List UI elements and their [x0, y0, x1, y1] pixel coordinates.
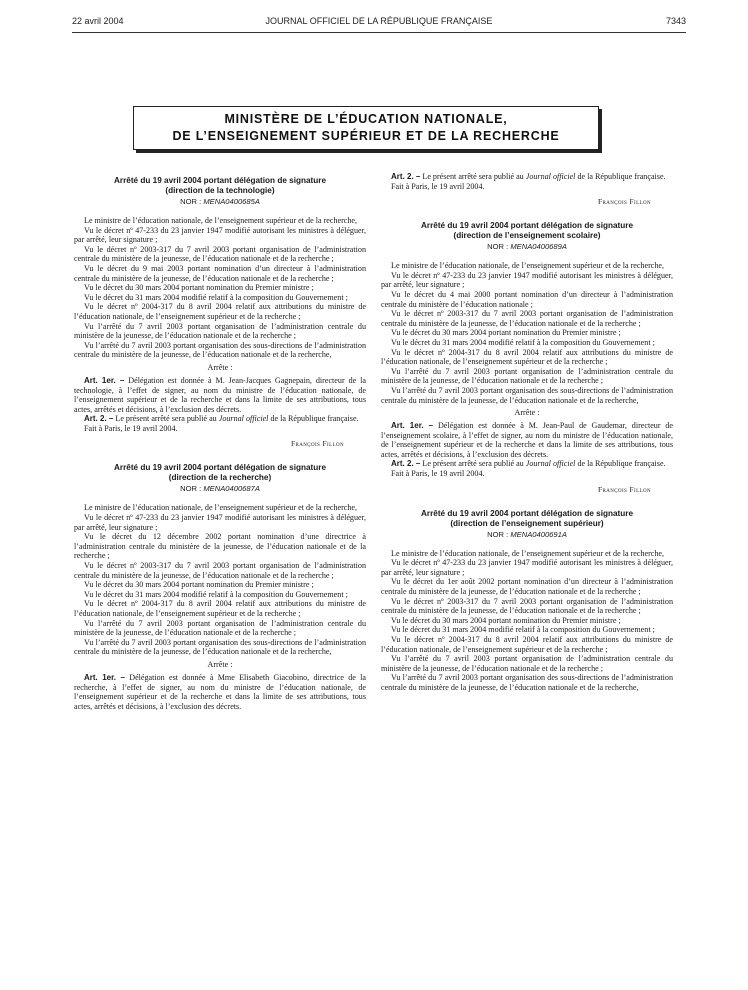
article-1	[74, 376, 366, 414]
nor-label: NOR :	[487, 242, 509, 252]
considerant-paragraph: Vu le décret nº 47-233 du 23 janvier 1947 modifié autorisant les ministres à déléguer, par arrêté, leur signature ;	[381, 558, 673, 577]
nor-label: NOR :	[180, 197, 202, 206]
article-label: Art. 2. –	[391, 459, 421, 469]
considerant-paragraph: Vu le décret du 1er août 2002 portant nomination d’un directeur à l’administration centrale du ministère de la jeunesse, de l’éducation nationale et de la recherche ;	[381, 577, 673, 597]
arrete-title-line-2: (direction de la technologie)	[165, 186, 275, 195]
considerant-paragraph: Vu le décret nº 47-233 du 23 janvier 1947 modifié autorisant les ministres à déléguer, par arrêté, leur signature ;	[74, 513, 366, 532]
considerant-paragraph: Vu le décret nº 2004-317 du 8 avril 2004 relatif aux attributions du ministre de l’éducation nationale, de l’enseignement supérieur et de la recherche ;	[381, 635, 673, 654]
arrete-word: Arrête :	[514, 408, 540, 418]
article-1	[381, 421, 673, 459]
nor-reference	[381, 530, 673, 540]
arrete-title-line-2: (direction de la recherche)	[168, 473, 272, 483]
arrete-title	[381, 221, 673, 241]
considerant-paragraph: Vu le décret du 31 mars 2004 modifié relatif à la composition du Gouvernement ;	[84, 292, 348, 302]
considerant-paragraph: Vu le décret nº 2004-317 du 8 avril 2004 relatif aux attributions du ministre de l’éducation nationale, de l’enseignement supérieur et de la recherche ;	[74, 599, 366, 618]
considerant-paragraph: Vu le décret du 9 mai 2003 portant nomination d’un directeur à l’administration centrale du ministère de la jeunesse, de l’éducation nationale et de la recherche ;	[74, 263, 366, 283]
signature: François Fillon	[597, 197, 651, 207]
considerant-paragraph: Vu le décret du 30 mars 2004 portant nomination du Premier ministre ;	[391, 615, 621, 625]
left-column	[74, 172, 366, 711]
considerant-paragraph: Vu l’arrêté du 7 avril 2003 portant organisation des sous-directions de l’administration centrale du ministère de la jeunesse, de l’éducation nationale et de la recherche,	[381, 673, 673, 692]
considerant-paragraph: Vu l’arrêté du 7 avril 2003 portant organisation des sous-directions de l’administration centrale du ministère de la jeunesse, de l’éducation nationale et de la recherche,	[74, 637, 366, 657]
considerant-paragraph: Vu le décret du 4 mai 2000 portant nomination d’un directeur à l’administration centrale du ministère de l’éducation nationale ;	[381, 289, 673, 309]
arrete-title-line-1: Arrêté du 19 avril 2004 portant délégation de signature	[420, 221, 634, 231]
arrete-word: Arrête :	[207, 659, 233, 669]
journal-officiel-italic: Journal officiel	[525, 172, 576, 181]
header-rule	[72, 32, 686, 33]
article-text: de la République française.	[268, 414, 359, 424]
article-2	[381, 172, 673, 182]
considerant-paragraph: Vu le décret du 30 mars 2004 portant nomination du Premier ministre ;	[84, 283, 314, 293]
considerant-paragraph: Vu le décret du 31 mars 2004 modifié relatif à la composition du Gouvernement ;	[84, 589, 348, 599]
considerants-list	[381, 261, 673, 405]
considerant-paragraph: Vu l’arrêté du 7 avril 2003 portant organisation des sous-directions de l’administration centrale du ministère de la jeunesse, de l’éducation nationale et de la recherche,	[381, 385, 673, 405]
nor-code: MENA0400691A	[510, 529, 567, 539]
journal-title: JOURNAL OFFICIEL DE LA RÉPUBLIQUE FRANÇAISE	[265, 16, 493, 26]
article-text: de la République française.	[575, 459, 666, 469]
journal-officiel-italic: Journal officiel	[525, 459, 576, 469]
arrete-recherche-continued	[381, 172, 673, 207]
arrete-technologie	[74, 176, 366, 449]
arrete-title	[74, 463, 366, 483]
article-text: Le présent arrêté sera publié au	[115, 414, 219, 424]
article-text: de la République française.	[575, 172, 666, 181]
arrete-title-line-1: Arrêté du 19 avril 2004 portant délégation de signature	[420, 508, 634, 518]
arrete-title-line-2: (direction de l’enseignement supérieur)	[450, 518, 604, 528]
considerant-paragraph: Vu le décret nº 2003-317 du 7 avril 2003 portant organisation de l’administration centrale du ministère de la jeunesse, de l’éducation nationale et de la recherche ;	[74, 561, 366, 580]
considerant-paragraph: Vu l’arrêté du 7 avril 2003 portant organisation de l’administration centrale du ministère de la jeunesse, de l’éducation nationale et de la recherche ;	[74, 618, 366, 638]
done-at: Fait à Paris, le 19 avril 2004.	[391, 181, 485, 191]
considerant-paragraph: Vu le décret nº 47-233 du 23 janvier 1947 modifié autorisant les ministres à déléguer, par arrêté, leur signature ;	[74, 225, 366, 245]
considerant-paragraph: Vu le décret du 30 mars 2004 portant nomination du Premier ministre ;	[391, 328, 621, 338]
article-label: Art. 1er. –	[84, 672, 125, 682]
nor-code: MENA0400687A	[203, 484, 260, 494]
nor-label: NOR :	[180, 484, 202, 494]
nor-code: MENA0400689A	[510, 242, 567, 252]
arrete-title-line-2: (direction de l’enseignement scolaire)	[453, 231, 601, 241]
done-at: Fait à Paris, le 19 avril 2004.	[391, 469, 485, 479]
signature: François Fillon	[290, 439, 344, 449]
page-number: 7343	[665, 16, 686, 26]
considerant-paragraph: Vu l’arrêté du 7 avril 2003 portant organisation de l’administration centrale du ministère de la jeunesse, de l’éducation nationale et de la recherche ;	[74, 321, 366, 341]
considerants-list	[74, 216, 366, 360]
arrete-word: Arrête :	[207, 362, 233, 372]
article-label: Art. 2. –	[391, 172, 421, 181]
article-label: Art. 1er. –	[391, 421, 434, 431]
considerant-paragraph: Le ministre de l’éducation nationale, de l’enseignement supérieur et de la recherche,	[84, 503, 358, 513]
arrete-enseignement-superieur	[381, 509, 673, 693]
arrete-recherche	[74, 463, 366, 711]
journal-officiel-italic: Journal officiel	[218, 414, 269, 424]
ministry-line-1: MINISTÈRE DE L’ÉDUCATION NATIONALE,	[224, 112, 508, 126]
article-1	[74, 673, 366, 711]
article-text: Le présent arrêté sera publié au	[422, 172, 526, 181]
considerant-paragraph: Vu le décret nº 2003-317 du 7 avril 2003 portant organisation de l’administration centrale du ministère de la jeunesse, de l’éducation nationale et de la recherche ;	[381, 596, 673, 616]
considerants-list	[381, 549, 673, 693]
article-2	[74, 414, 366, 424]
article-text: Délégation est donnée à Mme Elisabeth Giacobino, directrice de la recherche, à l’effet de signer, au nom du ministre de l’éducation nationale, de l’enseignement supérieur et de la recherche et dans la limite de ses attributions, tous actes, arrêtés et décisions, à l’exclusion des décrets.	[74, 672, 367, 711]
considerant-paragraph: Vu le décret nº 47-233 du 23 janvier 1947 modifié autorisant les ministres à déléguer, par arrêté, leur signature ;	[381, 270, 673, 290]
considerant-paragraph: Vu l’arrêté du 7 avril 2003 portant organisation de l’administration centrale du ministère de la jeunesse, de l’éducation nationale et de la recherche ;	[381, 654, 673, 673]
considerant-paragraph: Le ministre de l’éducation nationale, de l’enseignement supérieur et de la recherche,	[391, 548, 665, 558]
considerant-paragraph: Vu le décret du 31 mars 2004 modifié relatif à la composition du Gouvernement ;	[391, 337, 655, 347]
arrete-title	[381, 509, 673, 529]
ministry-line-2: DE L’ENSEIGNEMENT SUPÉRIEUR ET DE LA RECHERCHE	[172, 129, 560, 143]
considerants-list	[74, 503, 366, 657]
nor-reference	[381, 242, 673, 252]
right-column	[381, 172, 673, 693]
article-text: Délégation est donnée à M. Jean-Paul de Gaudemar, directeur de l’enseignement scolaire, à l’effet de signer, au nom du ministre de l’éducation nationale, de l’enseignement supérieur et de la recherche et dans la limite de ses attributions, tous actes, arrêtés et décisions, à l’exclusion des décrets.	[381, 421, 674, 459]
article-label: Art. 1er. –	[84, 375, 125, 385]
arrete-enseignement-scolaire	[381, 221, 673, 494]
considerant-paragraph: Vu l’arrêté du 7 avril 2003 portant organisation des sous-directions de l’administration centrale du ministère de la jeunesse, de l’éducation nationale et de la recherche,	[74, 340, 366, 360]
article-text: Délégation est donnée à M. Jean-Jacques Gagnepain, directeur de la technologie, à l’effet de signer, au nom du ministre de l’éducation nationale, de l’enseignement supérieur et de la recherche et dans la limite de ses attributions, tous actes, arrêtés et décisions, à l’exclusion des décrets.	[74, 375, 367, 414]
considerant-paragraph: Vu le décret du 30 mars 2004 portant nomination du Premier ministre ;	[84, 580, 314, 590]
article-label: Art. 2. –	[84, 414, 114, 424]
nor-label: NOR :	[487, 529, 509, 539]
nor-code: MENA0400685A	[203, 197, 260, 206]
considerant-paragraph: Vu le décret nº 2004-317 du 8 avril 2004 relatif aux attributions du ministre de l’éducation nationale, de l’enseignement supérieur et de la recherche ;	[74, 302, 366, 321]
arrete-title-line-1: Arrêté du 19 avril 2004 portant délégation de signature	[113, 463, 327, 473]
arrete-title-line-1: Arrêté du 19 avril 2004 portant délégation de signature	[113, 176, 327, 185]
running-header	[72, 16, 686, 30]
signature: François Fillon	[597, 484, 651, 494]
arrete-title	[74, 176, 366, 196]
done-at: Fait à Paris, le 19 avril 2004.	[84, 423, 178, 433]
considerant-paragraph: Vu le décret du 12 décembre 2002 portant nomination d’une directrice à l’administration centrale du ministère de la jeunesse, de l’éducation nationale et de la recherche ;	[74, 532, 366, 561]
article-2	[381, 459, 673, 469]
header-date: 22 avril 2004	[72, 16, 124, 26]
nor-reference	[74, 484, 366, 494]
considerant-paragraph: Vu le décret du 31 mars 2004 modifié relatif à la composition du Gouvernement ;	[391, 625, 655, 635]
considerant-paragraph: Vu l’arrêté du 7 avril 2003 portant organisation de l’administration centrale du ministère de la jeunesse, de l’éducation nationale et de la recherche ;	[381, 366, 673, 386]
nor-reference	[74, 197, 366, 207]
article-text: Le présent arrêté sera publié au	[422, 459, 526, 469]
considerant-paragraph: Vu le décret nº 2004-317 du 8 avril 2004 relatif aux attributions du ministre de l’éducation nationale, de l’enseignement supérieur et de la recherche ;	[381, 347, 673, 367]
considerant-paragraph: Vu le décret nº 2003-317 du 7 avril 2003 portant organisation de l’administration centrale du ministère de la jeunesse, de l’éducation nationale et de la recherche ;	[74, 244, 366, 264]
considerant-paragraph: Vu le décret nº 2003-317 du 7 avril 2003 portant organisation de l’administration centrale du ministère de la jeunesse, de l’éducation nationale et de la recherche ;	[381, 309, 673, 328]
considerant-paragraph: Le ministre de l’éducation nationale, de l’enseignement supérieur et de la recherche,	[84, 216, 358, 225]
ministry-heading-box	[133, 106, 599, 150]
considerant-paragraph: Le ministre de l’éducation nationale, de l’enseignement supérieur et de la recherche,	[391, 261, 665, 271]
